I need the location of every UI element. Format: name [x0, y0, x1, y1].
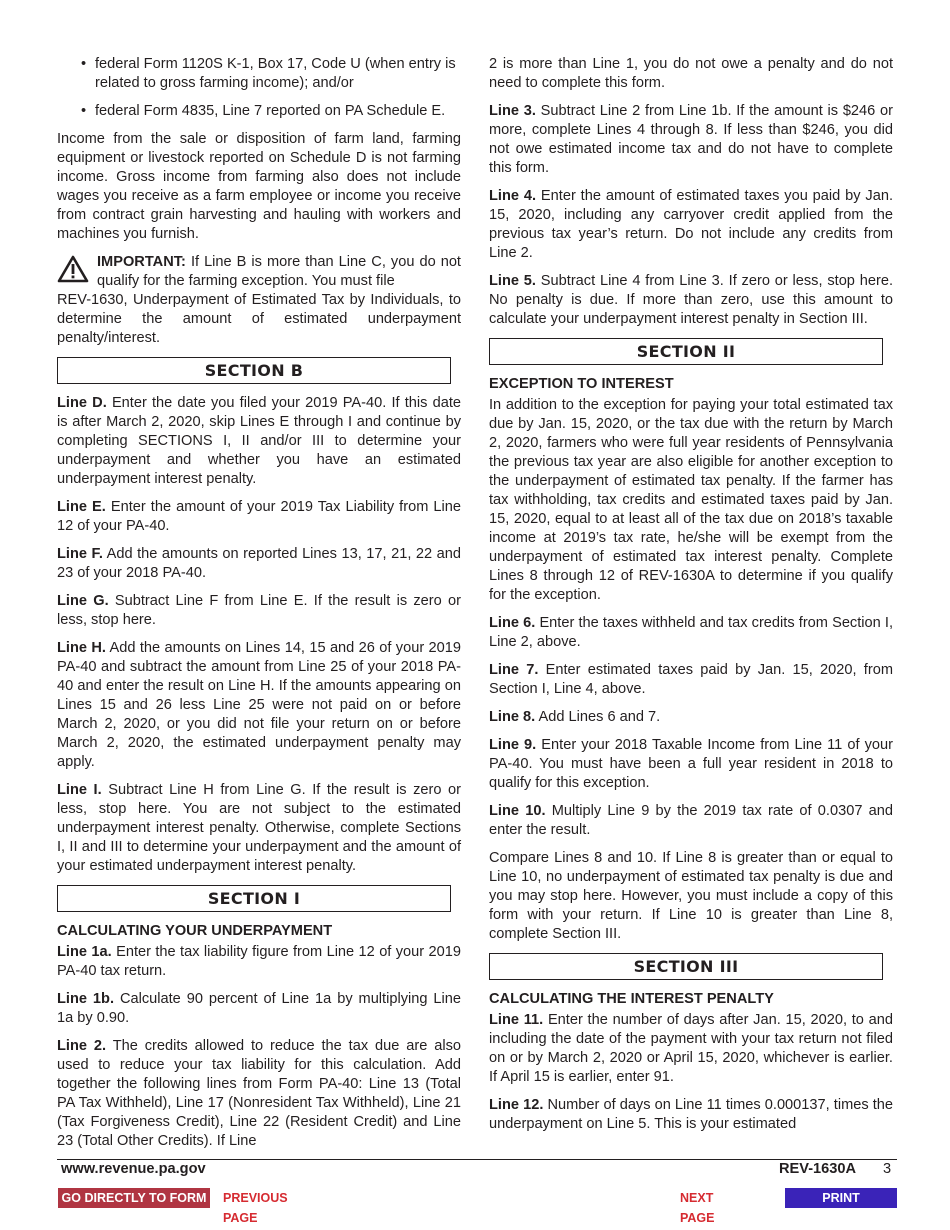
bullet-dot: • — [81, 56, 87, 72]
section-b-heading: SECTION B — [57, 357, 451, 384]
footer-page-number: 3 — [883, 1161, 892, 1177]
line-12-paragraph: Line 12. Number of days on Line 11 times 0.000137, times the underpayment on Line 5. This is your estimated — [489, 1097, 894, 1132]
right-column — [489, 55, 893, 1143]
line-11-paragraph: Line 11. Enter the number of days after Jan. 15, 2020, to and including the date of the payment with your tax return not filed on or by March 2, 2020 or April 15, 2020, whichever is earlier. If April 15 is earlier, enter 91. — [489, 1012, 893, 1085]
left-column — [57, 55, 461, 1160]
next-page-link[interactable]: NEXT PAGE — [680, 1191, 715, 1225]
section-i-subheading: CALCULATING YOUR UNDERPAYMENT — [57, 923, 333, 939]
important-text-tail: REV-1630, Underpayment of Estimated Tax by Individuals, to determine the amount of estimated underpayment penalty/interest. — [57, 292, 461, 346]
line-7-paragraph: Line 7. Enter estimated taxes paid by Jan. 15, 2020, from Section I, Line 4, above. — [489, 662, 893, 697]
line-2-paragraph: Line 2. The credits allowed to reduce the tax due are also used to reduce your tax liability for this calculation. Add together the following lines from Form PA-40: Line 13 (Total PA Tax Withheld), Line 17 (Nonresident Tax Withheld), Line 21 (Tax Forgiveness Credit), Line 22 (Resident Credit) and Line 23 (Total Other Credits). If Line — [57, 1038, 462, 1149]
bullet-list — [57, 55, 461, 121]
important-text: If Line B is more than Line C, you do not qualify for the farming exception. You must file — [97, 254, 461, 289]
farm-income-paragraph: Income from the sale or disposition of farm land, farming equipment or livestock reported on Schedule D is not farming income. Gross income from farming also does not include wages you receive as a farm employee or income you receive from contract grain harvesting and hauling with workers and machines you furnish. — [57, 131, 461, 242]
line-d-paragraph: Line D. Enter the date you filed your 2019 PA-40. If this date is after March 2, 2020, skip Lines E through I and continue by completing SECTIONS I, II and/or III to determine your underpayment and whether you have an estimated underpayment interest penalty. — [57, 395, 462, 487]
compare-paragraph: Compare Lines 8 and 10. If Line 8 is greater than or equal to Line 10, no underpayment of estimated tax penalty is due and you may stop here. However, you must include a copy of this form with your return. If Line 10 is greater than Line 8, complete Section III. — [489, 850, 893, 942]
section-iii-heading: SECTION III — [489, 953, 883, 980]
important-label: IMPORTANT: — [97, 254, 186, 270]
line-3-paragraph: Line 3. Subtract Line 2 from Line 1b. If the amount is $246 or more, complete Lines 4 through 8. If less than $246, you did not owe estimated income tax and do not have to complete this form. — [489, 103, 893, 176]
line-4-paragraph: Line 4. Enter the amount of estimated taxes you paid by Jan. 15, 2020, including any carryover credit applied from the previous tax year’s return. Do not include any credits from Line 2. — [489, 188, 893, 261]
line-1b-paragraph: Line 1b. Calculate 90 percent of Line 1a by multiplying Line 1a by 0.90. — [57, 991, 461, 1026]
line-i-paragraph: Line I. Subtract Line H from Line G. If the result is zero or less, stop here. You are not subject to the estimated underpayment interest penalty. Otherwise, complete Sections I, II and III to determine your underpayment and the amount of your estimated underpayment interest penalty. — [57, 782, 461, 874]
line-8-paragraph: Line 8. Add Lines 6 and 7. — [489, 709, 661, 725]
section-ii-heading: SECTION II — [489, 338, 883, 365]
go-directly-to-form-button[interactable]: GO DIRECTLY TO FORM — [58, 1188, 210, 1208]
section-i-heading: SECTION I — [57, 885, 451, 912]
footer-divider — [57, 1159, 897, 1160]
footer-website: www.revenue.pa.gov — [61, 1161, 206, 1177]
footer-form-id: REV-1630A — [779, 1161, 857, 1177]
list-item: • federal Form 1120S K-1, Box 17, Code U (when entry is related to gross farming income); and/or — [81, 56, 456, 91]
line-2-continued-paragraph: 2 is more than Line 1, you do not owe a penalty and do not need to complete this form. — [489, 56, 893, 91]
line-f-paragraph: Line F. Add the amounts on reported Lines 13, 17, 21, 22 and 23 of your 2018 PA-40. — [57, 546, 462, 581]
print-button[interactable]: PRINT — [785, 1188, 897, 1208]
line-5-paragraph: Line 5. Subtract Line 4 from Line 3. If zero or less, stop here. No penalty is due. If more than zero, use this amount to calculate your underpayment interest penalty in Section III. — [489, 273, 893, 327]
bullet-dot: • — [81, 103, 87, 119]
line-1a-paragraph: Line 1a. Enter the tax liability figure from Line 12 of your 2019 PA-40 tax return. — [57, 944, 461, 979]
line-10-paragraph: Line 10. Multiply Line 9 by the 2019 tax rate of 0.0307 and enter the result. — [489, 803, 893, 838]
section-ii-subheading: EXCEPTION TO INTEREST — [489, 376, 674, 392]
line-h-paragraph: Line H. Add the amounts on Lines 14, 15 and 26 of your 2019 PA-40 and subtract the amount from Line 25 of your 2018 PA-40 and enter the result on Line H. If the amounts appearing on Lines 15 and 26 less Line 25 were not paid on or before March 2, 2020, or you did not file your return on or before March 2, 2020, the estimated underpayment penalty may apply. — [57, 640, 462, 770]
line-e-paragraph: Line E. Enter the amount of your 2019 Tax Liability from Line 12 of your PA-40. — [57, 499, 461, 534]
line-9-paragraph: Line 9. Enter your 2018 Taxable Income from Line 11 of your PA-40. You must have been a full year resident in 2018 to qualify for this exception. — [489, 737, 893, 791]
section-ii-paragraph: In addition to the exception for paying your total estimated tax due by Jan. 15, 2020, or the tax due with the return by March 2, 2020, farmers who were full year residents of Pennsylvania the previous tax year are also eligible for another exception to the underpayment of estimated tax penalty. If the farmer has tax withholding, tax credits and estimated taxes paid by Jan. 15, 2020, equal to at least all of the tax due on 2018’s taxable income at 2019’s tax rate, he/she will be exempt from the underpayment of estimated tax interest penalty. Complete Lines 8 through 12 of REV-1630A to determine if you qualify for the exception. — [489, 397, 893, 603]
warning-triangle-icon — [57, 255, 89, 283]
list-item: • federal Form 4835, Line 7 reported on PA Schedule E. — [81, 103, 446, 119]
previous-page-link[interactable]: PREVIOUS PAGE — [223, 1191, 288, 1225]
line-g-paragraph: Line G. Subtract Line F from Line E. If the result is zero or less, stop here. — [57, 593, 461, 628]
section-iii-subheading: CALCULATING THE INTEREST PENALTY — [489, 991, 774, 1007]
important-note — [57, 253, 461, 348]
line-6-paragraph: Line 6. Enter the taxes withheld and tax credits from Section I, Line 2, above. — [489, 615, 894, 650]
